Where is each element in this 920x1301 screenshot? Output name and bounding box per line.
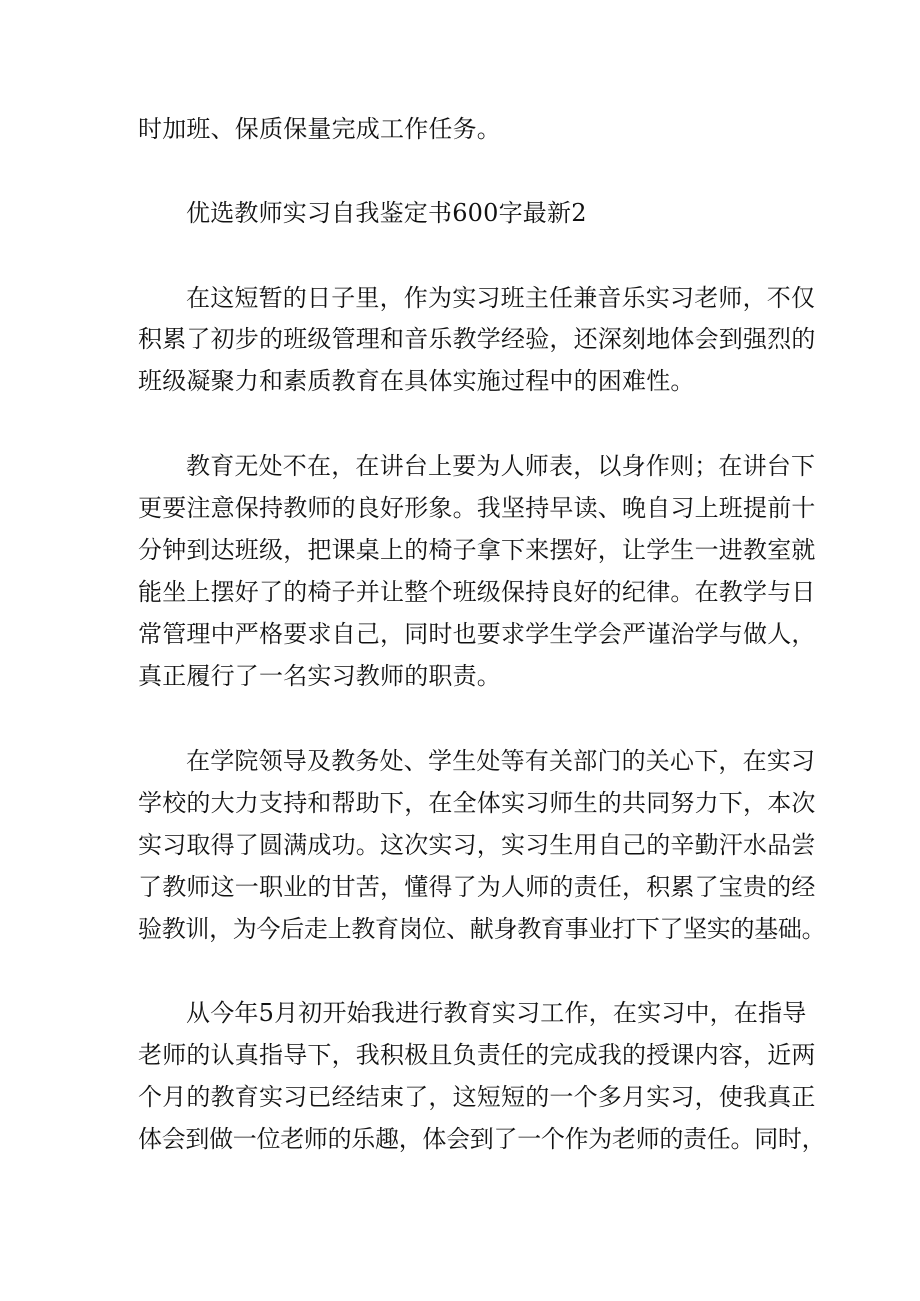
text-line: 在这短暂的日子里，作为实习班主任兼音乐实习老师，不仅 xyxy=(186,284,816,312)
text-line: 能坐上摆好了的椅子并让整个班级保持良好的纪律。在教学与日 xyxy=(138,578,816,606)
text-line: 积累了初步的班级管理和音乐教学经验，还深刻地体会到强烈的 xyxy=(138,325,816,353)
text-line: 在学院领导及教务处、学生处等有关部门的关心下，在实习 xyxy=(186,747,816,775)
text-line: 时加班、保质保量完成工作任务。 xyxy=(138,115,501,143)
text-line: 验教训，为今后走上教育岗位、献身教育事业打下了坚实的基础。 xyxy=(138,915,826,943)
text-line: 个月的教育实习已经结束了，这短短的一个多月实习，使我真正 xyxy=(138,1083,816,1111)
text-line: 常管理中严格要求自己，同时也要求学生学会严谨治学与做人， xyxy=(138,620,816,648)
section-heading: 优选教师实习自我鉴定书600字最新2 xyxy=(186,199,587,227)
text-line: 班级凝聚力和素质教育在具体实施过程中的困难性。 xyxy=(138,367,695,395)
text-line: 体会到做一位老师的乐趣，体会到了一个作为老师的责任。同时， xyxy=(138,1125,826,1153)
text-line: 更要注意保持教师的良好形象。我坚持早读、晚自习上班提前十 xyxy=(138,494,816,522)
text-line: 真正履行了一名实习教师的职责。 xyxy=(138,662,501,690)
text-line: 了教师这一职业的甘苦，懂得了为人师的责任，积累了宝贵的经 xyxy=(138,873,816,901)
text-line: 学校的大力支持和帮助下，在全体实习师生的共同努力下，本次 xyxy=(138,789,816,817)
text-line: 教育无处不在，在讲台上要为人师表，以身作则；在讲台下 xyxy=(186,452,816,480)
text-line: 从今年5月初开始我进行教育实习工作，在实习中，在指导 xyxy=(186,999,807,1027)
text-line: 实习取得了圆满成功。这次实习，实习生用自己的辛勤汗水品尝 xyxy=(138,831,816,859)
text-line: 老师的认真指导下，我积极且负责任的完成我的授课内容，近两 xyxy=(138,1041,816,1069)
text-line: 分钟到达班级，把课桌上的椅子拿下来摆好，让学生一进教室就 xyxy=(138,536,816,564)
